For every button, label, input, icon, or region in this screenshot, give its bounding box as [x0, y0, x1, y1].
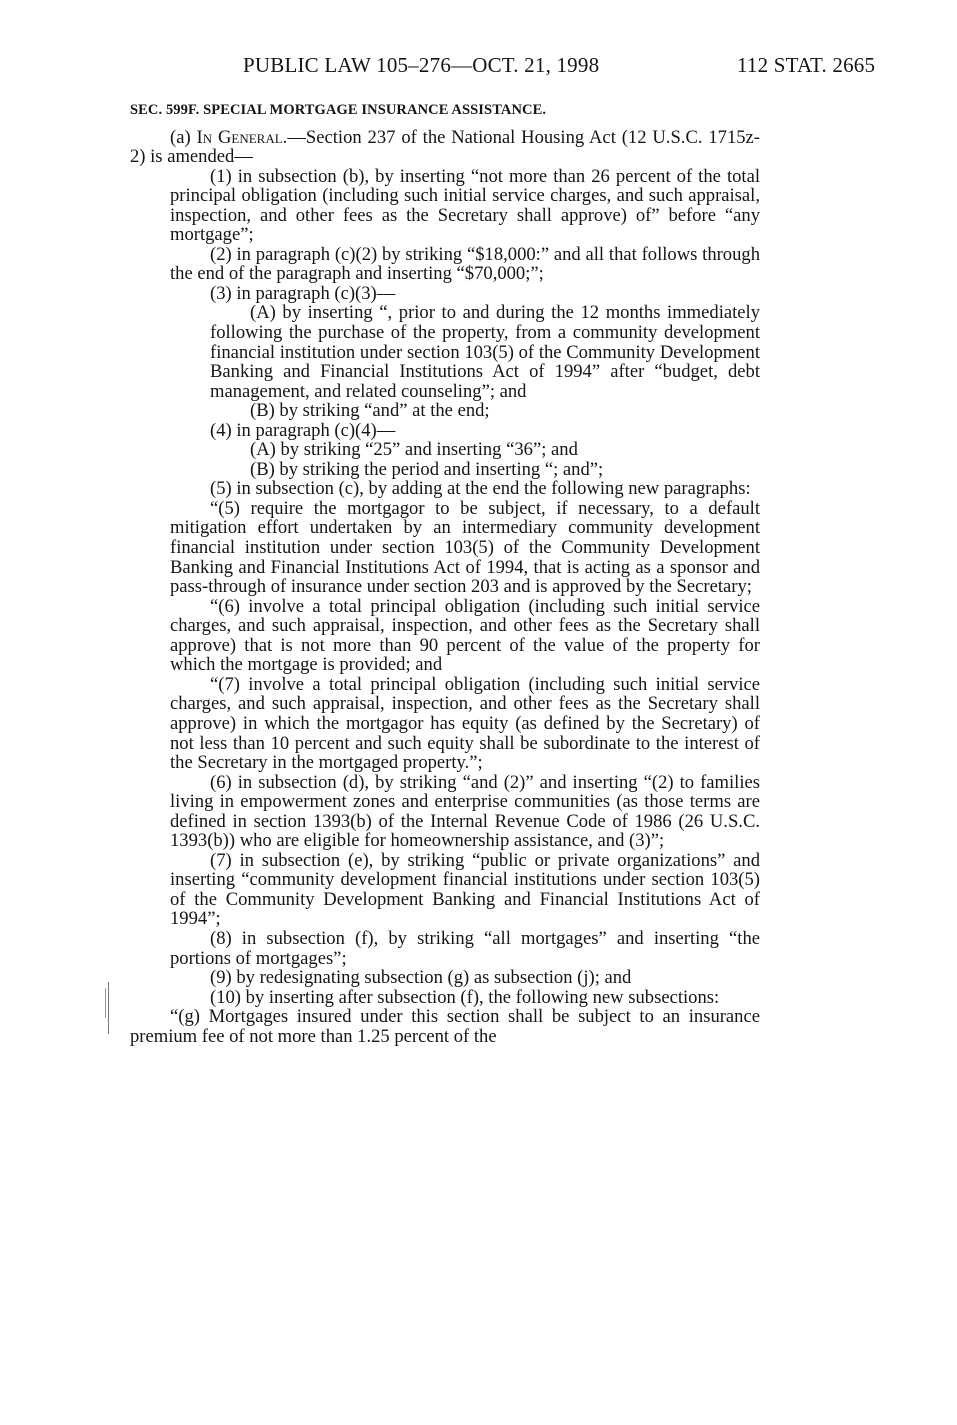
margin-change-bar — [108, 982, 109, 1034]
subsection-a-label: (a) — [170, 126, 197, 148]
paragraph-3: (3) in paragraph (c)(3)— — [210, 282, 396, 304]
paragraph-1: (1) in subsection (b), by inserting “not more than 26 percent of the total principal obligation (including such initial service charges, and such appraisal, inspection, and other fees as the Secretary shall approve) of” before “any mortgage”; — [170, 165, 760, 246]
paragraph-3-B: (B) by striking “and” at the end; — [250, 400, 490, 422]
new-paragraph-6: “(6) involve a total principal obligation (including such initial service charges, and such appraisal, inspection, and other fees as the Secretary shall approve) that is not more than 90 percent of the value of the property for which the mortgage is provided; and — [170, 595, 760, 676]
subsection-a-text: .—Section 237 of the National Housing Act (12 U.S.C. 1715z-2) is amended— — [130, 126, 760, 168]
new-paragraph-5: “(5) require the mortgagor to be subject, if necessary, to a default mitigation effort undertaken by an intermediary community development financial institution under section 103(5) of the Community Development Banking and Financial Institutions Act of 1994, that is acting as a sponsor and pass-through of insurance under section 203 and is approved by the Secretary; — [170, 497, 760, 598]
new-paragraph-7: “(7) involve a total principal obligation (including such initial service charges, and such appraisal, inspection, and other fees as the Secretary shall approve) in which the mortgagor has equity (as defined by the Secretary) of not less than 10 percent and such equity shall be subordinate to the interest of the Secretary in the mortgaged property.”; — [170, 673, 760, 774]
running-head: PUBLIC LAW 105–276—OCT. 21, 1998 — [243, 53, 600, 77]
paragraph-9: (9) by redesignating subsection (g) as subsection (j); and — [210, 967, 632, 989]
subsection-a-caption: In General — [196, 126, 283, 148]
margin-change-bar-secondary — [105, 988, 106, 1018]
paragraph-4-B: (B) by striking the period and inserting “; and”; — [250, 458, 604, 480]
paragraph-6: (6) in subsection (d), by striking “and (2)” and inserting “(2) to families living in empowerment zones and enterprise communities (as those terms are defined in section 1393(b) of the Internal Revenue Code of 1986 (26 U.S.C. 1393(b)) who are eligible for homeownership assistance, and (3)”; — [170, 771, 760, 852]
paragraph-4: (4) in paragraph (c)(4)— — [210, 419, 396, 441]
section-heading: SEC. 599F. SPECIAL MORTGAGE INSURANCE ASSISTANCE. — [130, 102, 547, 118]
new-subsection-g: “(g) Mortgages insured under this section shall be subject to an insurance premium fee of not more than 1.25 percent of the — [130, 1006, 760, 1047]
paragraph-2: (2) in paragraph (c)(2) by striking “$18,000:” and all that follows through the end of the paragraph and inserting “$70,000;”; — [170, 243, 760, 285]
paragraph-4-A: (A) by striking “25” and inserting “36”; and — [250, 439, 578, 461]
statute-page-reference: 112 STAT. 2665 — [737, 53, 876, 77]
paragraph-5: (5) in subsection (c), by adding at the end the following new paragraphs: — [210, 478, 751, 500]
subsection-a — [130, 128, 760, 167]
paragraph-10: (10) by inserting after subsection (f), the following new subsections: — [210, 986, 720, 1008]
paragraph-3-A: (A) by inserting “, prior to and during the 12 months immediately following the purchase of the property, from a community development financial institution under section 103(5) of the Community Development Banking and Financial Institutions Act of 1994” after “budget, debt management, and related counseling”; and — [210, 302, 760, 402]
body-text — [130, 101, 760, 1046]
paragraph-8: (8) in subsection (f), by striking “all mortgages” and inserting “the portions of mortgages”; — [170, 927, 760, 969]
paragraph-7: (7) in subsection (e), by striking “public or private organizations” and inserting “community development financial institutions under section 103(5) of the Community Development Banking and Financial Institutions Act of 1994”; — [170, 849, 760, 930]
